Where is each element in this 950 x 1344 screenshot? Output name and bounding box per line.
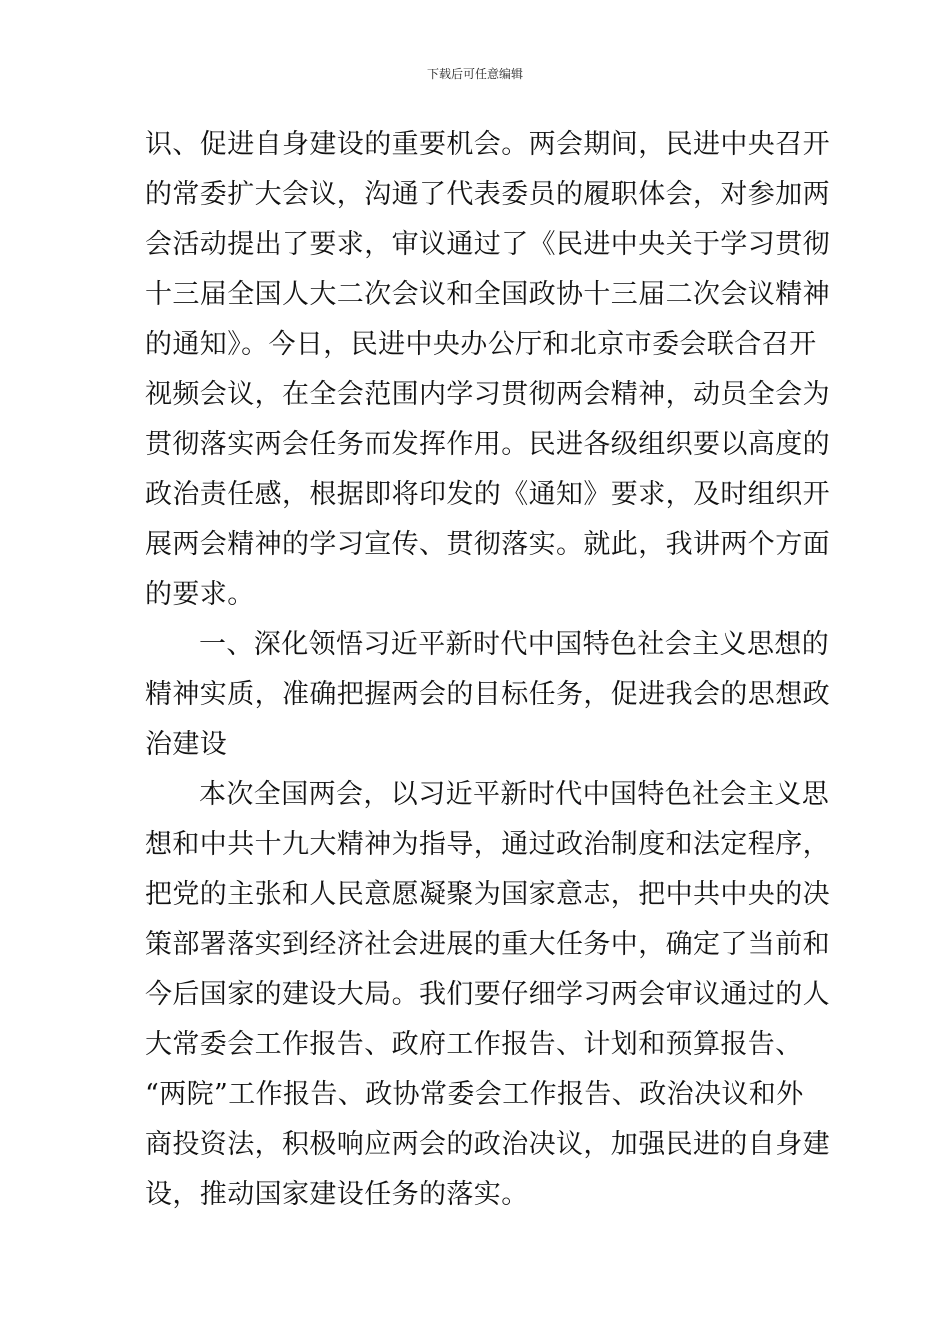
- text-line: 展两会精神的学习宣传、贯彻落实。就此，我讲两个方面: [145, 529, 830, 560]
- text-line: 精神实质，准确把握两会的目标任务，促进我会的思想政: [145, 679, 830, 710]
- section-heading: [145, 620, 830, 770]
- text-line: 本次全国两会，以习近平新时代中国特色社会主义思: [199, 779, 830, 810]
- text-line: 治建设: [145, 729, 228, 760]
- paragraph-continuation: [145, 120, 830, 620]
- text-line: 今后国家的建设大局。我们要仔细学习两会审议通过的人: [145, 979, 830, 1010]
- text-line: 的通知》。今日，民进中央办公厅和北京市委会联合召开: [145, 329, 817, 360]
- text-line: 大常委会工作报告、政府工作报告、计划和预算报告、: [145, 1029, 803, 1060]
- text-line: 商投资法，积极响应两会的政治决议，加强民进的自身建: [145, 1129, 830, 1160]
- text-line: 的要求。: [145, 579, 255, 610]
- text-line: 视频会议，在全会范围内学习贯彻两会精神，动员全会为: [145, 379, 830, 410]
- text-line: 会活动提出了要求，审议通过了《民进中央关于学习贯彻: [145, 229, 830, 260]
- text-line: 政治责任感，根据即将印发的《通知》要求，及时组织开: [145, 479, 830, 510]
- text-line: 一、深化领悟习近平新时代中国特色社会主义思想的: [199, 629, 830, 660]
- text-line: 贯彻落实两会任务而发挥作用。民进各级组织要以高度的: [145, 429, 830, 460]
- text-line: 设，推动国家建设任务的落实。: [145, 1179, 529, 1210]
- text-line: 想和中共十九大精神为指导，通过政治制度和法定程序，: [145, 829, 830, 860]
- text-line: 把党的主张和人民意愿凝聚为国家意志，把中共中央的决: [145, 879, 830, 910]
- text-line: 十三届全国人大二次会议和全国政协十三届二次会议精神: [145, 279, 830, 310]
- page-header: 下载后可任意编辑: [426, 67, 523, 81]
- text-line: 的常委扩大会议，沟通了代表委员的履职体会，对参加两: [145, 179, 830, 210]
- text-line: “两院”工作报告、政协常委会工作报告、政治决议和外: [145, 1079, 804, 1110]
- document-body: [145, 120, 830, 1220]
- text-line: 策部署落实到经济社会进展的重大任务中，确定了当前和: [145, 929, 830, 960]
- text-line: 识、促进自身建设的重要机会。两会期间，民进中央召开: [145, 129, 830, 160]
- paragraph-body: [145, 770, 830, 1220]
